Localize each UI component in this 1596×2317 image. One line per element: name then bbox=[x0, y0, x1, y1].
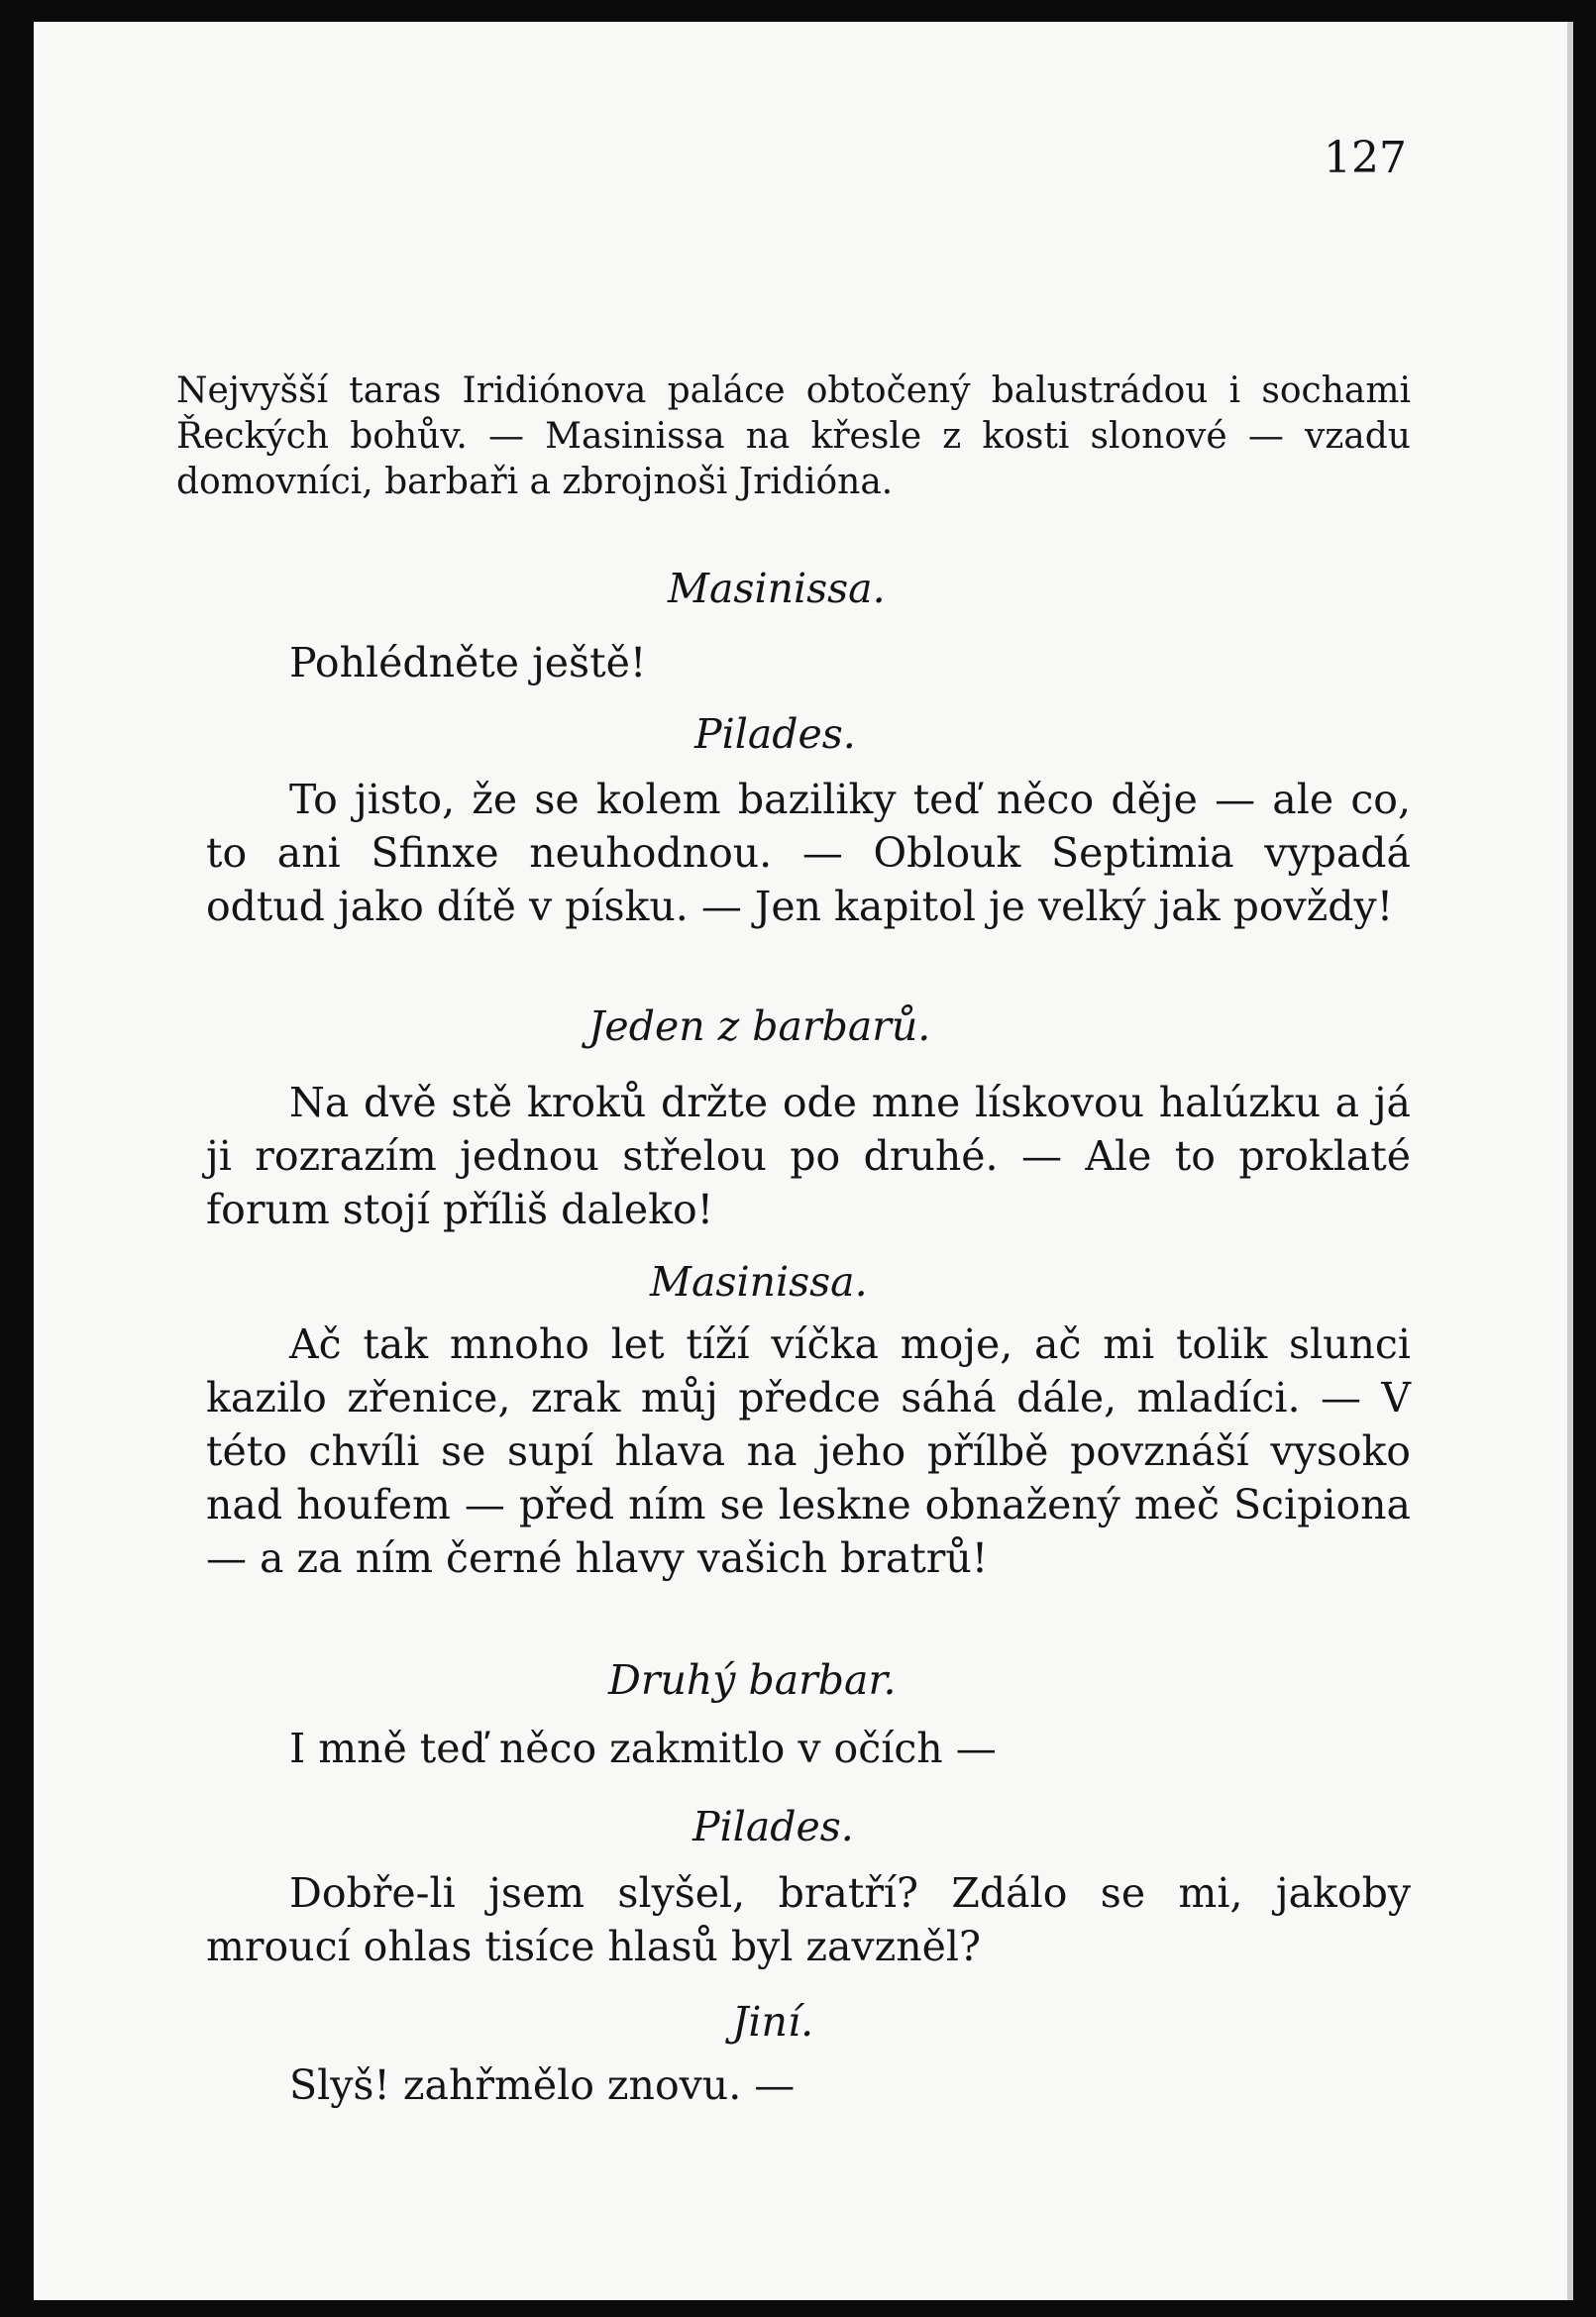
speaker-name: Pilades. bbox=[694, 710, 856, 758]
speech-text: I mně teď něco zakmitlo v očích — bbox=[289, 1725, 997, 1772]
speech-text: Dobře-li jsem slyšel, bratří? Zdálo se mi, jakoby mroucí ohlas tisíce hlasů byl zavzněl? bbox=[206, 1869, 1411, 1970]
speech-text: Na dvě stě kroků držte ode mne lískovou halúzku a já ji rozrazím jednou střelou po druhé. — Ale to proklaté forum stojí příliš daleko! bbox=[206, 1079, 1411, 1233]
speaker-name: Druhý barbar. bbox=[608, 1656, 897, 1704]
book-page bbox=[34, 22, 1567, 2300]
speaker-name: Masinissa. bbox=[650, 1258, 868, 1306]
speech-text: Slyš! zahřmělo znovu. — bbox=[289, 2061, 796, 2109]
speech-text: Ač tak mnoho let tíží víčka moje, ač mi tolik slunci kazilo zřenice, zrak můj předce sáhá dále, mladíci. — V této chvíli se supí hlava na jeho přílbě povznáší vysoko nad houfem — před ním se leskne obnažený meč Scipiona — a za ním černé hlavy vašich bratrů! bbox=[206, 1320, 1411, 1582]
stage-direction: Nejvyšší taras Iridiónova paláce obtočený balustrádou i sochami Řeckých bohův. — Masinissa na křesle z kosti slonové — vzadu domovníci, barbaři a zbrojnoši Jridióna. bbox=[176, 370, 1411, 502]
page-number: 127 bbox=[1324, 133, 1407, 183]
speaker-name: Jiní. bbox=[732, 1998, 814, 2046]
speech-text: To jisto, že se kolem baziliky teď něco děje — ale co, to ani Sfinxe neuhodnou. — Oblouk Septimia vypadá odtud jako dítě v písku. — Jen kapitol je velký jak povždy! bbox=[206, 776, 1411, 930]
speech-text: Pohlédněte ještě! bbox=[289, 639, 647, 686]
speaker-name: Masinissa. bbox=[668, 565, 886, 612]
speaker-name: Pilades. bbox=[692, 1803, 854, 1850]
speaker-name: Jeden z barbarů. bbox=[588, 1002, 931, 1050]
page-edge bbox=[1567, 22, 1573, 2300]
